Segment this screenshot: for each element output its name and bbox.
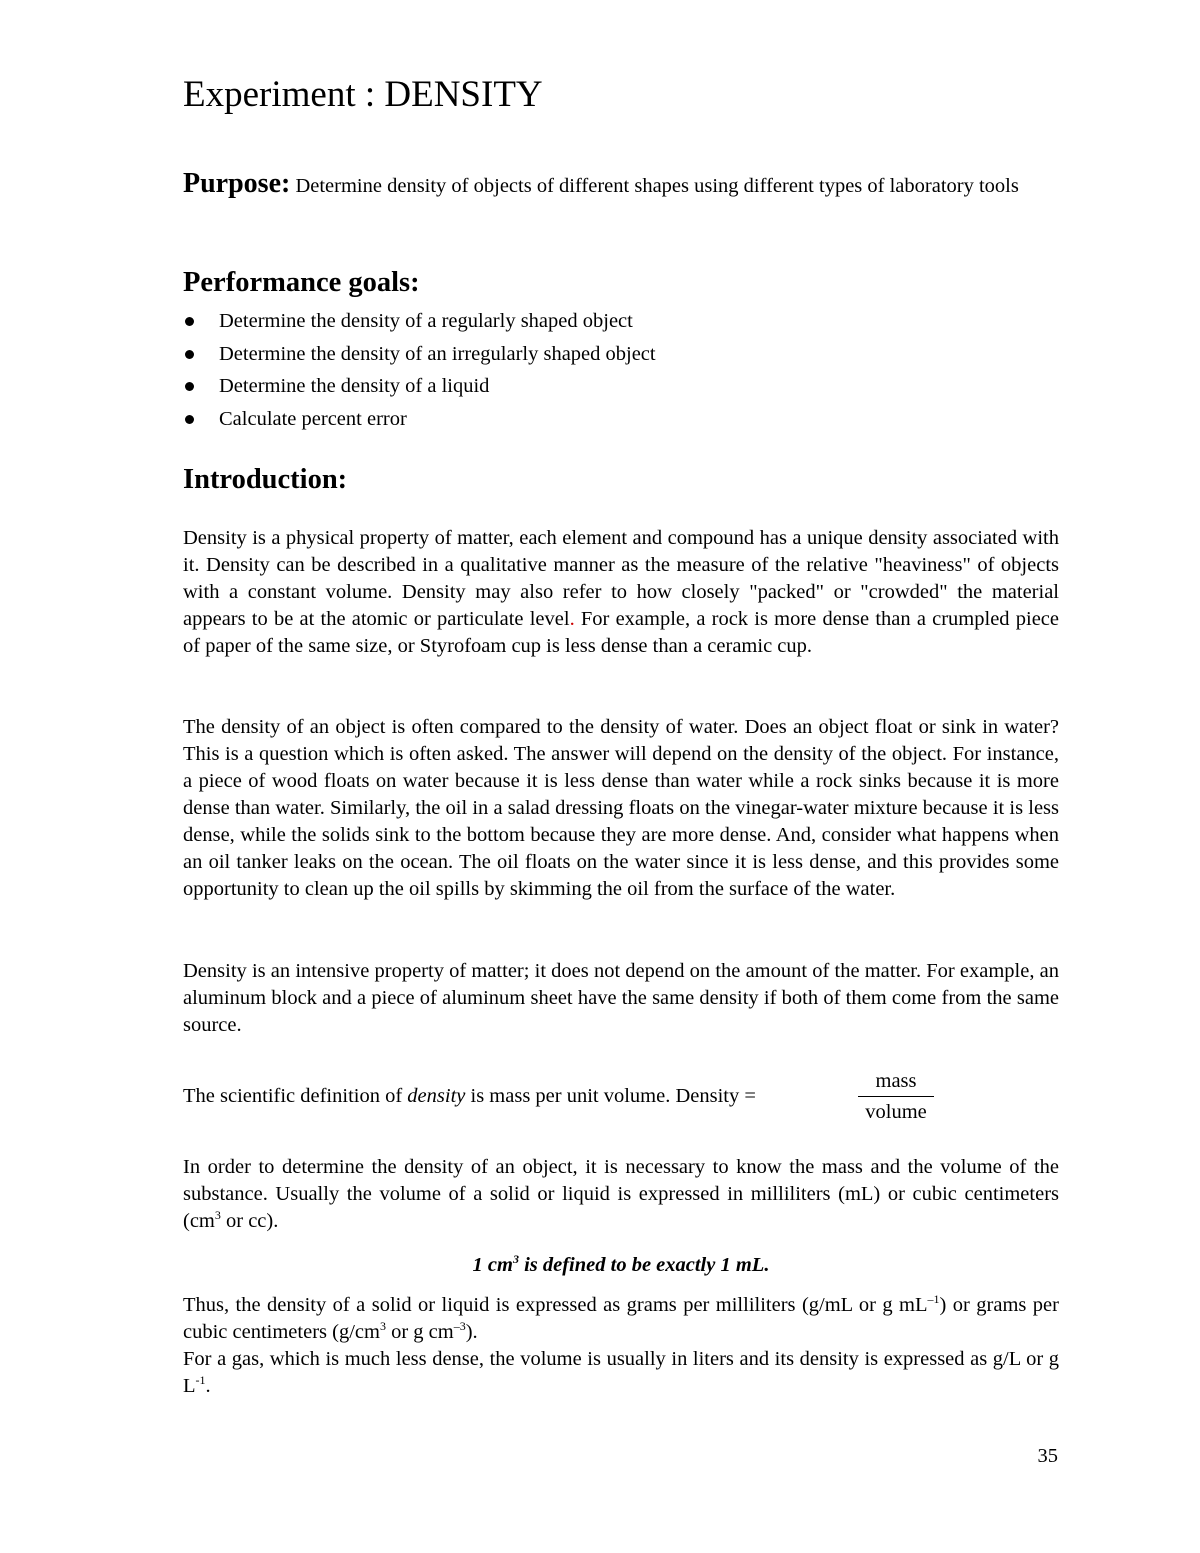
definition-text: The scientific definition of — [183, 1085, 408, 1107]
intro-paragraph-3: Density is an intensive property of matter; it does not depend on the amount of the matter. For example, an aluminum block and a piece of aluminum sheet have the same density if both of them come from the same source. — [183, 960, 1059, 1036]
bullet-icon — [185, 350, 194, 359]
paragraph-text: . — [205, 1375, 211, 1397]
purpose-label: Purpose: — [183, 168, 291, 199]
superscript: 3 — [379, 1319, 386, 1333]
paragraph-text: For a gas, which is much less dense, the volume is usually in liters and its density is expressed as g/L or g L — [183, 1348, 1059, 1397]
superscript: -1 — [195, 1373, 206, 1387]
intro-paragraph-6 — [183, 1292, 1059, 1400]
paragraph-text: ). — [465, 1321, 478, 1343]
goal-text: Determine the density of a regularly shaped object — [219, 310, 633, 332]
goal-text: Determine the density of an irregularly shaped object — [219, 342, 656, 365]
superscript: 3 — [512, 1252, 519, 1266]
bullet-icon — [185, 382, 194, 391]
intro-paragraph-2: The density of an object is often compared to the density of water. Does an object float or sink in water? This is a question which is often asked. The answer will depend on the density of the object. For instance, a piece of wood floats on water because it is less dense than water while a rock sinks because it is more dense than water. Similarly, the oil in a salad dressing floats on the vinegar-water mixture because it is less dense, while the solids sink to the bottom because they are more dense. And, consider what happens when an oil tanker leaks on the ocean. The oil floats on the water since it is less dense, and this provides some opportunity to clean up the oil spills by skimming the oil from the surface of the water. — [183, 716, 1059, 900]
statement-text: 1 cm — [472, 1254, 513, 1276]
performance-goals-heading: Performance goals: — [183, 267, 420, 298]
volume-definition-statement — [183, 1252, 1059, 1279]
intro-paragraph-5 — [183, 1154, 1059, 1235]
list-item — [183, 305, 1059, 338]
red-period: . — [569, 608, 575, 630]
paragraph-text: or cc). — [220, 1210, 279, 1232]
purpose-paragraph — [183, 170, 1059, 200]
performance-goals-list — [183, 305, 1059, 435]
intro-paragraph-1 — [183, 525, 1059, 660]
list-item — [183, 338, 1059, 371]
list-item — [183, 370, 1059, 403]
list-item — [183, 403, 1059, 436]
paragraph-text: ) or grams per cubic centimeters (g/cm — [183, 1294, 1059, 1343]
density-fraction — [858, 1068, 934, 1126]
fraction-numerator: mass — [858, 1068, 934, 1097]
goal-text: Calculate percent error — [219, 407, 407, 430]
page-number: 35 — [1037, 1445, 1058, 1467]
superscript: –1 — [927, 1292, 940, 1306]
superscript: 3 — [214, 1208, 221, 1222]
definition-text: is mass per unit volume. Density = — [465, 1085, 756, 1107]
statement-text: is defined to be exactly 1 mL. — [518, 1254, 770, 1276]
density-definition — [183, 1083, 756, 1110]
paragraph-text: In order to determine the density of an object, it is necessary to know the mass and the volume of the substance. Usually the volume of a solid or liquid is expressed in milliliters (mL) or cubic centimeters (cm — [183, 1156, 1059, 1232]
superscript: –3 — [453, 1319, 466, 1333]
fraction-denominator: volume — [865, 1101, 927, 1123]
paragraph-text: Density is a physical property of matter, each element and compound has a unique density associated with it. Density can be described in a qualitative manner as the measure of the relative "heaviness" of objects with a constant volume. Density may also refer to how closely "packed" or "crowded" the material appears to be at the atomic or particulate level — [183, 527, 1059, 630]
bullet-icon — [185, 415, 194, 424]
goal-text: Determine the density of a liquid — [219, 375, 490, 397]
document-title: Experiment : DENSITY — [183, 74, 543, 115]
paragraph-text: Thus, the density of a solid or liquid is expressed as grams per milliliters (g/mL or g mL — [183, 1294, 928, 1316]
paragraph-text: or g cm — [385, 1321, 454, 1343]
paragraph-text: For example, a rock is more dense than a crumpled piece of paper of the same size, or Styrofoam cup is less dense than a ceramic cup. — [183, 608, 1059, 657]
bullet-icon — [185, 317, 194, 326]
definition-term: density — [407, 1085, 466, 1107]
introduction-heading: Introduction: — [183, 464, 348, 495]
purpose-text: Determine density of objects of different shapes using different types of laboratory tools — [295, 175, 1019, 197]
